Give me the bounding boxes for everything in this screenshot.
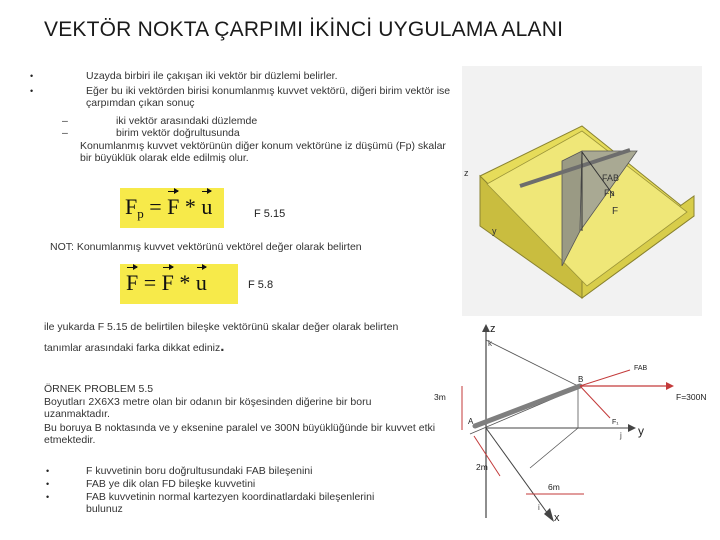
label-dim-3m: 3m (434, 392, 446, 402)
equation-label: F 5.8 (248, 279, 274, 291)
sub-dash: – (62, 127, 68, 139)
f1-vector (580, 386, 610, 418)
pipe-ab (475, 386, 580, 426)
sub-dash: – (62, 115, 68, 127)
bullet-text: Uzayda birbiri ile çakışan iki vektör bir düzlemi belirler. (86, 70, 338, 82)
label-j: j (620, 431, 622, 440)
label-x-axis: x (554, 512, 560, 524)
label-k: k (488, 339, 492, 348)
x-axis (486, 428, 548, 514)
box-edge (486, 340, 578, 386)
y-axis-arrow (628, 424, 636, 432)
eq-vector-f: F (161, 270, 174, 295)
explanation-text: tanımlar arasındaki farka dikkat ediniz (44, 342, 221, 354)
eq-vector-u: u (201, 194, 213, 219)
box-edge (530, 428, 578, 468)
coordinate-diagram (430, 318, 720, 540)
eq-operator: * (179, 194, 202, 219)
explanation-line: ile yukarda F 5.15 de belirtilen bileşke vektörünü skalar değer olarak belirten (44, 321, 399, 333)
equation-fp: $F_p = F * u$ (125, 194, 213, 221)
eq-vector-u: u (195, 270, 207, 295)
label-dim-6m: 6m (548, 482, 560, 492)
page-title: VEKTÖR NOKTA ÇARPIMI İKİNCİ UYGULAMA ALANI (44, 18, 564, 41)
equation-f: F = F * u (126, 270, 207, 295)
label-force: F=300N (676, 392, 707, 402)
label-z: z (464, 168, 469, 178)
eq-subscript: p (137, 206, 144, 221)
example-paragraph: Bu boruya B noktasında ve y eksenine paralel ve 300N büyüklüğünde bir kuvvet etki etmektedir. (44, 422, 436, 446)
explanation-line (44, 338, 225, 355)
force-arrow (666, 382, 674, 390)
example-title: ÖRNEK PROBLEM 5.5 (44, 383, 154, 395)
label-dim-2m: 2m (476, 462, 488, 472)
sub-item: birim vektör doğrultusunda (116, 127, 240, 139)
label-fab: FAB (634, 365, 648, 372)
eq-vector-f: F (126, 270, 139, 295)
label-y: y (492, 226, 497, 236)
bullet-text: FAB ye dik olan FD bileşke kuvvetini (86, 478, 256, 490)
example-paragraph: Boyutları 2X6X3 metre olan bir odanın bir köşesinden diğerine bir boru uzanmaktadır. (44, 396, 372, 420)
note-text: NOT: Konumlanmış kuvvet vektörünü vektörel değer olarak belirten (50, 241, 362, 253)
eq-operator: * (173, 270, 196, 295)
label-point-b: B (578, 375, 584, 384)
z-axis-arrow (482, 324, 490, 332)
bullet-text: Eğer bu iki vektörden birisi konumlanmış kuvvet vektörü, diğeri birim vektör ise çarpımdan çıkan sonuç (86, 85, 451, 109)
label-point-a: A (468, 417, 474, 426)
sub-item: iki vektör arasındaki düzlemde (116, 115, 258, 127)
bullet-dot: • (30, 86, 34, 96)
paragraph: Konumlanmış kuvvet vektörünün diğer konum vektörüne iz düşümü (Fp) skalar bir büyüklük olarak elde edilmiş olur. (80, 140, 446, 164)
room-rendering (462, 66, 702, 316)
label-i: i (538, 503, 540, 512)
label-f: F (612, 206, 619, 217)
equation-label: F 5.15 (254, 208, 286, 220)
bullet-dot: • (46, 466, 50, 476)
label-fd: Fp (604, 188, 615, 198)
bullet-text: F kuvvetinin boru doğrultusundaki FAB bileşenini (86, 465, 313, 477)
label-fab: FAB (602, 173, 620, 183)
bullet-dot: • (30, 71, 34, 81)
fab-vector (580, 370, 630, 386)
label-f1: F₁ (612, 419, 619, 426)
label-z-axis: z (490, 323, 496, 335)
bullet-text: FAB kuvvetinin normal kartezyen koordinatlardaki bileşenlerini bulunuz (86, 491, 375, 515)
explanation-period: . (220, 338, 225, 355)
eq-vector-f: F (167, 194, 180, 219)
eq-symbol: F (125, 194, 138, 219)
bullet-dot: • (46, 479, 50, 489)
bullet-dot: • (46, 492, 50, 502)
label-y-axis: y (638, 424, 644, 438)
